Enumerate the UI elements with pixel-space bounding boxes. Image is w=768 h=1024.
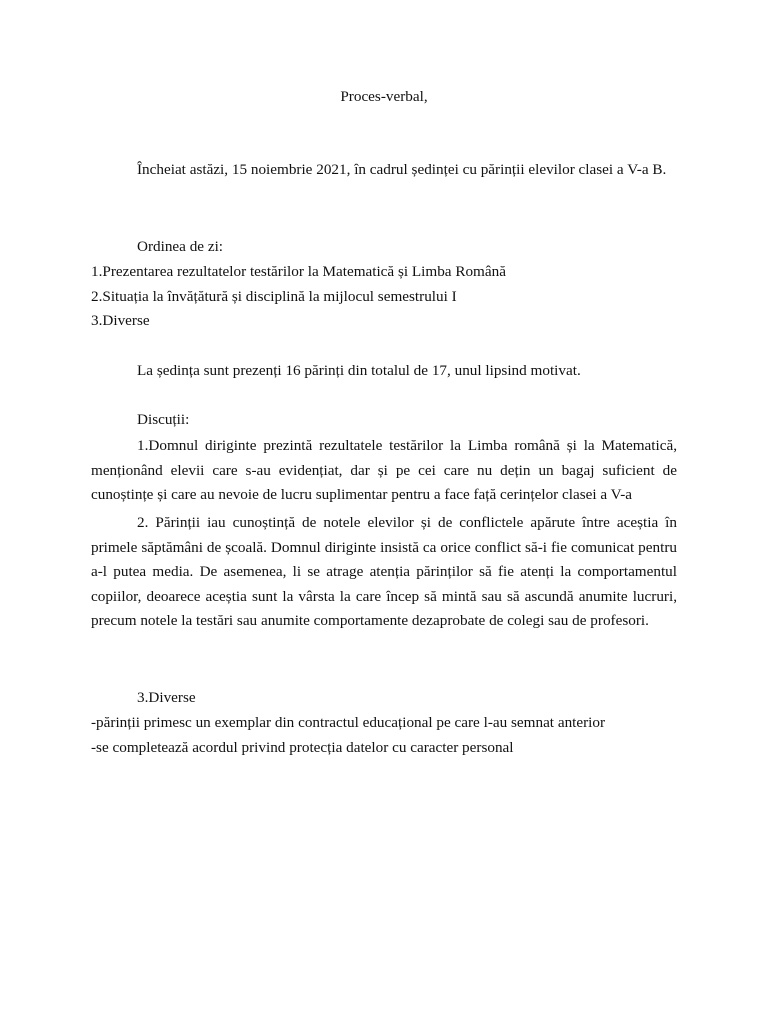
document-title: Proces-verbal, bbox=[340, 88, 428, 105]
intro-paragraph: Încheiat astăzi, 15 noiembrie 2021, în cadrul ședinței cu părinții elevilor clasei a V-a B. bbox=[137, 161, 667, 178]
agenda-heading: Ordinea de zi: bbox=[137, 238, 224, 255]
agenda-item-1: 1.Prezentarea rezultatelor testărilor la Matematică și Limba Română bbox=[91, 263, 506, 280]
attendance-paragraph: La ședința sunt prezenți 16 părinți din totalul de 17, unul lipsind motivat. bbox=[137, 362, 581, 379]
diverse-heading: 3.Diverse bbox=[137, 689, 196, 706]
diverse-item-2: -se completează acordul privind protecția datelor cu caracter personal bbox=[91, 739, 514, 756]
discussion-item-2: 2. Părinții iau cunoștință de notele elevilor și de conflictele apărute între aceștia în primele săptămâni de școală. Domnul diriginte insistă ca orice conflict să-i fie comunicat pentru a-l putea media. De asemenea, li se atrage atenția părinților să fie atenți la comportamentul copiilor, deoarece aceștia sunt la vârsta la care încep să mintă sau să ascundă anumite lucruri, precum notele la testări sau anumite comportamente dezaprobate de colegi sau de profesori. bbox=[91, 514, 677, 629]
diverse-item-1: -părinții primesc un exemplar din contractul educațional pe care l-au semnat anterior bbox=[91, 714, 606, 731]
discussion-item-1: 1.Domnul diriginte prezintă rezultatele testărilor la Limba română și la Matematică, menționând elevii care s-au evidențiat, dar și pe cei care nu dețin un bagaj suficient de cunoștințe și care au nevoie de lucru suplimentar pentru a face față cerințelor clasei a V-a bbox=[91, 437, 677, 503]
agenda-item-2: 2.Situația la învățătură și disciplină la mijlocul semestrului I bbox=[91, 288, 457, 305]
discussions-heading: Discuții: bbox=[137, 411, 190, 428]
agenda-item-3: 3.Diverse bbox=[91, 312, 150, 329]
